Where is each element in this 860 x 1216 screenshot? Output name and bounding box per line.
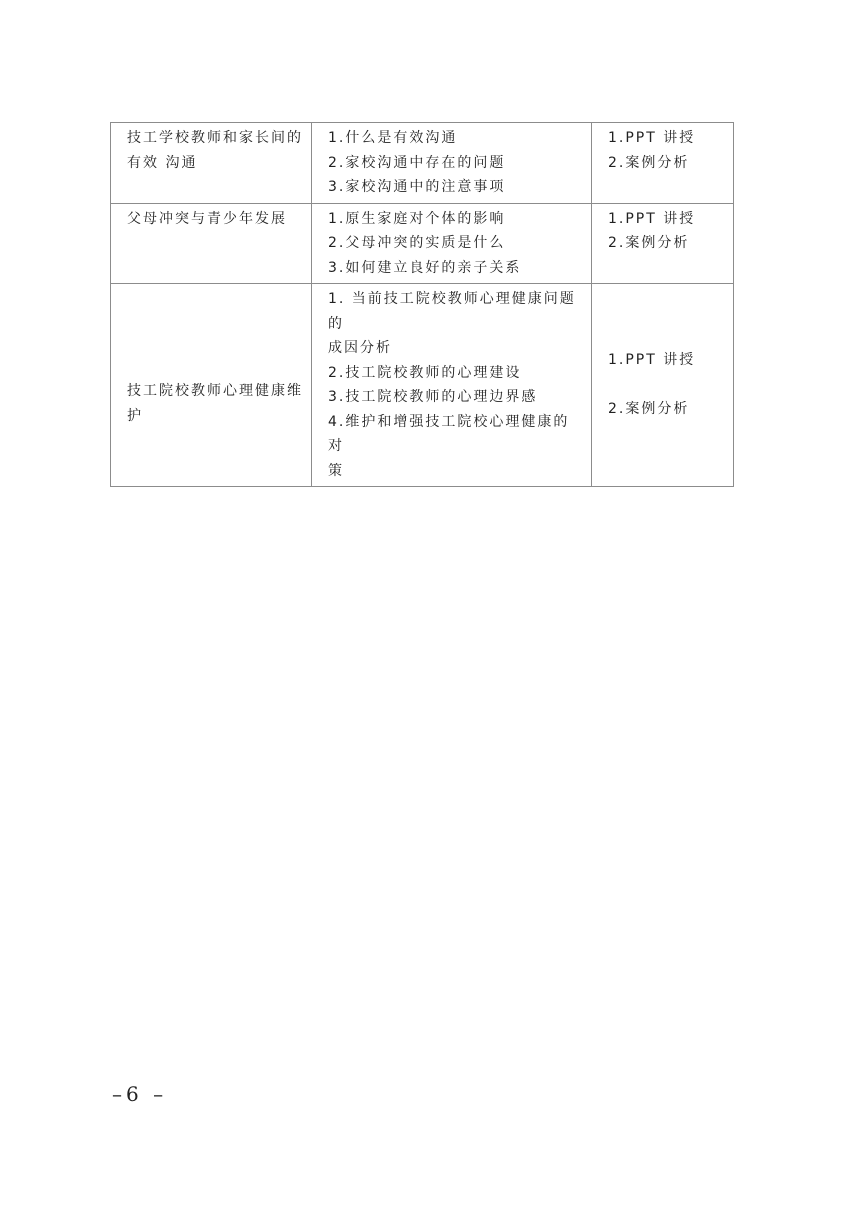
content-item: 成因分析 [328,340,392,356]
content-cell [312,123,592,204]
topic-text: 父母冲突与青少年发展 [127,210,287,227]
method-item: 2.案例分析 [608,401,690,418]
method-cell [592,284,734,487]
topic-cell [111,123,312,204]
content-item: 2.父母冲突的实质是什么 [328,235,506,251]
topic-text: 技工院校教师心理健康维 [127,383,303,399]
course-table [110,122,734,487]
content-item: 3.技工院校教师的心理边界感 [328,389,538,405]
content-item: 2.技工院校教师的心理建设 [328,364,522,381]
topic-text: 有效 沟通 [127,154,198,171]
content-item: 3.如何建立良好的亲子关系 [328,259,522,276]
content-item: 3.家校沟通中的注意事项 [328,179,506,195]
content-item: 1.什么是有效沟通 [328,130,458,146]
method-item: 1.PPT 讲授 [608,352,696,369]
method-cell [592,123,734,204]
page-number: –6 – [112,1082,168,1106]
method-item: 2.案例分析 [608,235,690,251]
table-row [111,123,734,204]
topic-cell [111,203,312,284]
table-row [111,203,734,284]
content-item: 1. 当前技工院校教师心理健康问题的 [328,291,576,332]
content-cell [312,203,592,284]
topic-text: 技工学校教师和家长间的 [127,130,303,146]
method-item: 1.PPT 讲授 [608,130,696,146]
content-item: 4.维护和增强技工院校心理健康的对 [328,413,570,454]
method-item: 2.案例分析 [608,154,690,171]
content-item: 策 [328,462,344,479]
content-item: 2.家校沟通中存在的问题 [328,154,506,171]
table-row [111,284,734,487]
topic-text: 护 [127,407,143,424]
spacer [608,373,727,398]
content-item: 1.原生家庭对个体的影响 [328,210,506,227]
content-cell [312,284,592,487]
topic-cell [111,284,312,487]
method-cell [592,203,734,284]
method-item: 1.PPT 讲授 [608,210,696,227]
